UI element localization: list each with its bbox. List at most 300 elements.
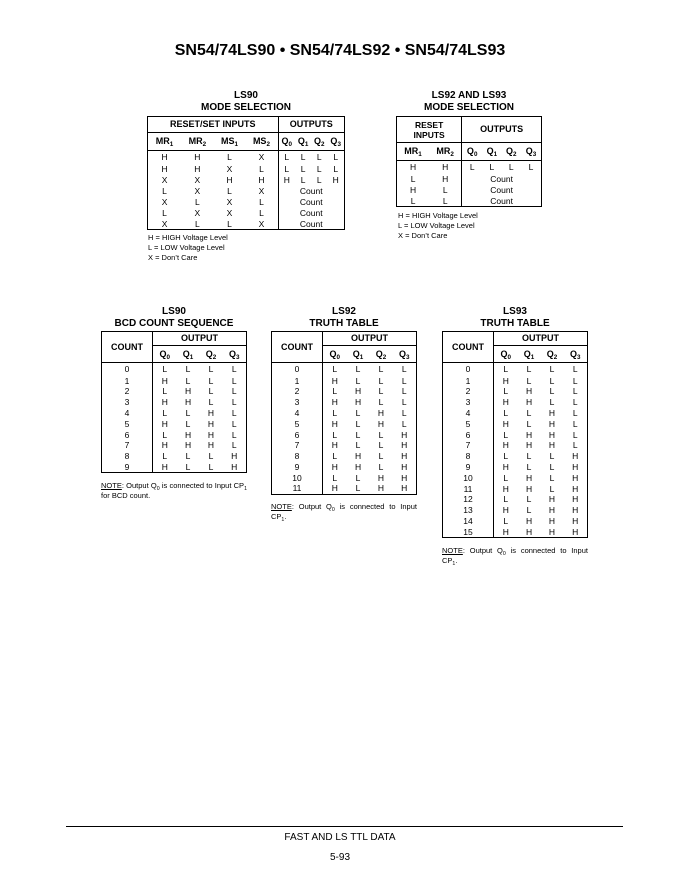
q-head [199, 346, 222, 363]
ls90-mode-table-wrap [147, 116, 345, 230]
output-cell: H [231, 461, 238, 472]
col-head-base: Q [314, 136, 322, 147]
output-cell: L [526, 364, 532, 374]
legend-high: H = HIGH Voltage Level [398, 211, 478, 220]
ls92-truth-table-wrap [271, 331, 417, 495]
note-sub: 1 [281, 516, 285, 523]
ls90-mode-table [147, 116, 345, 230]
table-head [102, 332, 247, 363]
output-cell: H [184, 440, 192, 451]
output-cell: L [231, 429, 237, 440]
input-cell: L [194, 218, 200, 229]
ls90-mode-title: LS90 [234, 90, 258, 101]
output-cell: H [502, 375, 509, 386]
q-head [563, 346, 587, 363]
output-cell: H [572, 483, 579, 494]
table-head [443, 332, 588, 363]
output-cell: H [572, 516, 579, 526]
output-cell: L [208, 397, 214, 408]
table-row [272, 429, 417, 440]
output-cell: L [355, 418, 361, 429]
output-cell: H [525, 386, 533, 397]
table-row [102, 386, 247, 397]
input-cell: L [194, 196, 200, 207]
ls92-93-mode-table-wrap [396, 116, 542, 207]
count-cell: 7 [443, 440, 494, 451]
col-head-sub: 1 [234, 141, 239, 149]
output-cell: H [161, 418, 168, 429]
col-head [278, 133, 295, 151]
input-cell: X [245, 219, 278, 230]
col-head-base: MR [436, 146, 451, 157]
count-cell: 7 [272, 440, 323, 451]
table-body [102, 363, 247, 473]
count-cell: 8 [272, 451, 323, 462]
output-cell: L [526, 462, 532, 473]
legend-right [398, 211, 478, 241]
col-head-sub: 3 [532, 151, 537, 159]
input-cell: H [194, 163, 201, 174]
legend-low: L = LOW Voltage Level [148, 243, 225, 252]
output-cell: L [508, 162, 514, 172]
col-head-sub: 1 [169, 141, 174, 149]
count-cell: 8 [102, 451, 153, 462]
table-row [148, 175, 345, 186]
output-cell: H [377, 418, 385, 429]
footer-title: FAST AND LS TTL DATA [284, 832, 396, 843]
table-row [443, 440, 588, 451]
table-row [443, 483, 588, 494]
output-cell: H [502, 483, 509, 494]
table-row [102, 408, 247, 419]
col-head-sub: 2 [266, 141, 270, 149]
page-title: SN54/74LS90 • SN54/74LS92 • SN54/74LS93 [174, 42, 506, 59]
col-head-base: MR [404, 146, 419, 157]
table-row [102, 419, 247, 430]
count-cell: 14 [443, 516, 494, 527]
output-cell: L [185, 375, 191, 386]
col-head [245, 133, 278, 151]
note-text: : Output Q [291, 502, 332, 511]
output-cell: H [401, 440, 408, 451]
table-row [397, 174, 542, 185]
output-cell: H [401, 483, 408, 494]
input-cell: H [245, 175, 278, 186]
outputs-header: OUTPUTS [278, 117, 344, 133]
input-cell: X [194, 207, 201, 218]
col-head-sub: 2 [321, 141, 325, 149]
q-head-base: Q [159, 348, 167, 359]
table-row [272, 462, 417, 473]
output-cell: L [401, 375, 407, 386]
output-cell: L [355, 364, 361, 374]
count-cell: 1 [102, 376, 153, 387]
table-row [443, 408, 588, 419]
count-cell: 10 [272, 473, 323, 484]
count-cell: 2 [102, 386, 153, 397]
output-cell: L [526, 408, 532, 419]
q-head-base: Q [228, 348, 236, 359]
count-cell: 6 [272, 429, 323, 440]
output-cell: L [378, 364, 384, 374]
input-cell: H [161, 163, 168, 174]
table-row [102, 363, 247, 376]
output-cell: H [502, 440, 509, 451]
output-cell: L [572, 408, 578, 419]
output-cell: L [528, 162, 534, 172]
note-text: is connected to Input CP [442, 546, 588, 565]
output-count-cell: Count [299, 196, 323, 207]
output-cell: L [231, 418, 237, 429]
note-text: is connected to Input CP [159, 481, 245, 490]
output-cell: L [185, 408, 191, 419]
output-cell: L [185, 461, 191, 472]
output-cell: L [503, 364, 509, 374]
output-cell: H [548, 440, 556, 451]
output-cell: H [548, 418, 556, 429]
col-head-base: MS [221, 136, 235, 147]
output-cell: H [572, 505, 579, 516]
output-cell: H [548, 429, 556, 440]
col-head [327, 133, 344, 151]
output-cell: L [401, 364, 407, 374]
output-cell: H [572, 526, 579, 537]
ls93-truth-table-wrap [442, 331, 588, 538]
q-head [222, 346, 246, 363]
table-row [148, 197, 345, 208]
count-cell: 6 [102, 429, 153, 440]
output-cell: L [231, 375, 237, 386]
output-cell: L [378, 440, 384, 451]
output-cell: L [332, 451, 338, 462]
output-cell: H [572, 494, 579, 505]
count-cell: 11 [443, 483, 494, 494]
table-row [443, 505, 588, 516]
output-cell: H [525, 429, 533, 440]
output-cell: L [549, 462, 555, 473]
count-cell: 11 [272, 483, 323, 494]
ls92-93-mode-subtitle: MODE SELECTION [423, 102, 514, 113]
input-cell: X [226, 196, 233, 207]
output-cell: L [333, 163, 339, 174]
q-head [518, 346, 541, 363]
output-cell: L [378, 397, 384, 408]
output-cell: L [489, 162, 495, 172]
q-head-base: Q [546, 348, 554, 359]
col-head-sub: 0 [473, 151, 478, 159]
output-cell: H [331, 462, 338, 473]
ls92-truth-title: LS92 [332, 306, 356, 317]
table-row [102, 440, 247, 451]
table-row [272, 376, 417, 387]
output-cell: L [231, 364, 237, 374]
output-cell: H [525, 516, 533, 526]
count-cell: 9 [102, 462, 153, 473]
note-label: NOTE [442, 546, 463, 555]
output-cell: L [333, 152, 339, 162]
count-cell: 3 [443, 397, 494, 408]
output-cell: L [162, 386, 168, 397]
output-cell: L [300, 174, 306, 185]
input-cell: X [226, 207, 233, 218]
table-row [272, 386, 417, 397]
col-head-base: Q [506, 146, 514, 157]
input-cell: L [245, 208, 278, 219]
output-cell: L [572, 375, 578, 386]
ls93-truth-subtitle: TRUTH TABLE [480, 318, 550, 329]
output-cell: H [354, 451, 362, 462]
output-cell: L [549, 364, 555, 374]
table-row [148, 208, 345, 219]
output-cell: L [162, 451, 168, 462]
output-cell: L [162, 408, 168, 419]
count-cell: 9 [443, 462, 494, 473]
table-body [272, 363, 417, 495]
output-cell: H [401, 451, 408, 462]
col-head-sub: 3 [337, 141, 341, 149]
output-cell: H [502, 526, 509, 537]
input-cell: X [245, 186, 278, 197]
output-cell: H [354, 397, 362, 408]
ls93-truth-caption [442, 306, 588, 330]
count-cell: 5 [443, 419, 494, 430]
output-cell: H [525, 526, 533, 537]
legend-dont-care: X = Don’t Care [148, 253, 198, 262]
col-head-sub: 1 [418, 151, 422, 159]
output-count-cell: Count [490, 195, 513, 206]
output-cell: L [526, 375, 532, 386]
output-cell: L [549, 472, 555, 483]
output-cell: L [503, 429, 509, 440]
output-cell: H [207, 440, 215, 451]
ls92-93-mode-table [396, 116, 542, 207]
q-head-sub: 0 [507, 353, 512, 361]
output-cell: H [548, 408, 556, 419]
header-row [443, 332, 588, 346]
note-sub: 1 [244, 486, 247, 492]
input-cell: L [429, 185, 462, 196]
output-cell: H [572, 462, 579, 473]
note-sub: 0 [156, 486, 160, 492]
output-cell: H [207, 408, 215, 419]
output-cell: L [572, 397, 578, 408]
reset-set-inputs-header: RESET/SET INPUTS [148, 117, 279, 133]
input-cell: X [194, 185, 201, 196]
ls92-93-mode-caption [396, 90, 542, 114]
table-row [102, 397, 247, 408]
input-cell: L [227, 152, 232, 162]
output-cell: L [572, 429, 578, 440]
output-cell: L [300, 152, 306, 162]
col-head-sub: 0 [288, 141, 293, 149]
output-cell: L [355, 483, 361, 494]
output-cell: L [378, 462, 384, 473]
input-cell: L [162, 207, 167, 218]
output-cell: L [503, 494, 509, 505]
col-head [295, 133, 311, 151]
output-cell: H [184, 386, 192, 397]
table-row [102, 429, 247, 440]
output-cell: L [355, 375, 361, 386]
count-cell: 5 [102, 419, 153, 430]
output-cell: L [316, 174, 322, 185]
output-cell: H [331, 397, 338, 408]
table-row [272, 397, 417, 408]
output-cell: L [208, 375, 214, 386]
output-cell: L [162, 429, 168, 440]
page-number: 5-93 [329, 852, 350, 863]
table-head [272, 332, 417, 363]
output-cell: L [572, 364, 578, 374]
note-sub: 1 [452, 560, 456, 567]
output-cell: H [161, 440, 168, 451]
count-cell: 15 [443, 527, 494, 538]
output-cell: H [401, 462, 408, 473]
table-row [443, 494, 588, 505]
col-head-base: Q [525, 146, 533, 157]
col-head-sub: 2 [513, 151, 517, 159]
input-cell: L [245, 164, 278, 175]
table-row [102, 451, 247, 462]
output-cell: L [469, 162, 475, 172]
output-cell: L [503, 472, 509, 483]
table-row [443, 473, 588, 484]
col-head-base: MR [155, 136, 170, 147]
output-cell: H [377, 408, 385, 419]
output-cell: L [208, 386, 214, 397]
output-cell: H [548, 505, 556, 516]
q-head-base: Q [352, 348, 360, 359]
output-cell: L [378, 451, 384, 462]
table-row [443, 376, 588, 387]
q-head [540, 346, 563, 363]
note-label: NOTE [101, 481, 122, 490]
output-cell: L [526, 505, 532, 516]
table-row [148, 151, 345, 164]
output-cell: H [331, 483, 338, 494]
note-text: . [284, 511, 287, 521]
input-cell: H [409, 184, 417, 195]
table-body [443, 363, 588, 538]
col-head [214, 133, 246, 151]
header-row [272, 332, 417, 346]
table-row [148, 164, 345, 175]
output-cell: H [525, 472, 533, 483]
output-cell: L [549, 483, 555, 494]
q-head-base: Q [375, 348, 383, 359]
input-cell: L [410, 195, 416, 206]
col-head [311, 133, 327, 151]
q-head-base: Q [523, 348, 531, 359]
ls90-bcd-note [101, 481, 247, 500]
output-cell: L [316, 163, 322, 174]
table-row [443, 527, 588, 538]
input-cell: L [227, 218, 232, 229]
output-cell: H [207, 418, 215, 429]
output-cell: H [207, 429, 215, 440]
note-label: NOTE [271, 502, 292, 511]
output-cell: L [208, 461, 214, 472]
output-cell: L [549, 386, 555, 397]
output-cell: H [548, 526, 556, 537]
output-cell: L [401, 397, 407, 408]
count-cell: 10 [443, 473, 494, 484]
q-head-sub: 2 [553, 353, 558, 361]
ls93-truth-note [442, 546, 588, 565]
output-cell: L [526, 494, 532, 505]
input-cell: X [161, 174, 168, 185]
col-head-base: Q [297, 136, 305, 147]
table-row [272, 451, 417, 462]
output-cell: L [549, 397, 555, 408]
col-head [502, 143, 521, 161]
output-cell: L [208, 364, 214, 374]
output-cell: L [284, 152, 290, 162]
input-cell: H [429, 174, 462, 185]
col-head [462, 143, 482, 161]
ls90-mode-caption [147, 90, 345, 114]
col-head-base: MS [252, 136, 267, 147]
output-cell: L [231, 397, 237, 408]
output-cell: L [332, 364, 338, 374]
output-cell: L [208, 451, 214, 462]
ls90-mode-subtitle: MODE SELECTION [200, 102, 291, 113]
q-head [392, 346, 416, 363]
col-head-sub: 1 [304, 141, 309, 149]
input-cell: X [194, 174, 201, 185]
output-cell: H [231, 451, 238, 462]
output-count-cell: Count [299, 218, 323, 229]
footer-divider [66, 826, 623, 827]
count-cell: 1 [443, 376, 494, 387]
output-cell: H [331, 440, 338, 451]
count-cell: 0 [102, 363, 153, 376]
output-cell: H [401, 429, 408, 440]
output-cell: L [572, 440, 578, 451]
output-cell: H [161, 375, 168, 386]
output-cell: L [503, 408, 509, 419]
output-cell: H [502, 505, 509, 516]
output-cell: H [401, 472, 408, 483]
table-row [443, 397, 588, 408]
count-cell: 12 [443, 494, 494, 505]
q-head [494, 346, 518, 363]
q-head-sub: 1 [189, 353, 194, 361]
count-cell: 6 [443, 429, 494, 440]
output-cell: H [331, 375, 338, 386]
output-count-cell: Count [490, 173, 513, 184]
output-cell: L [355, 408, 361, 419]
q-head-sub: 0 [336, 353, 341, 361]
input-cell: X [161, 218, 168, 229]
ls90-bcd-caption [101, 306, 247, 330]
q-head [153, 346, 177, 363]
table-row [102, 376, 247, 387]
col-head-sub: 2 [202, 141, 207, 149]
count-cell: 3 [102, 397, 153, 408]
output-cell: L [401, 386, 407, 397]
table-row [443, 363, 588, 376]
ls92-93-mode-title: LS92 AND LS93 [431, 90, 507, 101]
output-cell: L [355, 429, 361, 440]
output-cell: H [548, 516, 556, 526]
output-cell: H [502, 418, 509, 429]
note-text: is connected to Input CP [271, 502, 417, 521]
note-text: : Output Q [462, 546, 503, 555]
ls90-bcd-table-wrap [101, 331, 247, 473]
col-head-sub: 1 [493, 151, 498, 159]
output-cell: L [300, 163, 306, 174]
